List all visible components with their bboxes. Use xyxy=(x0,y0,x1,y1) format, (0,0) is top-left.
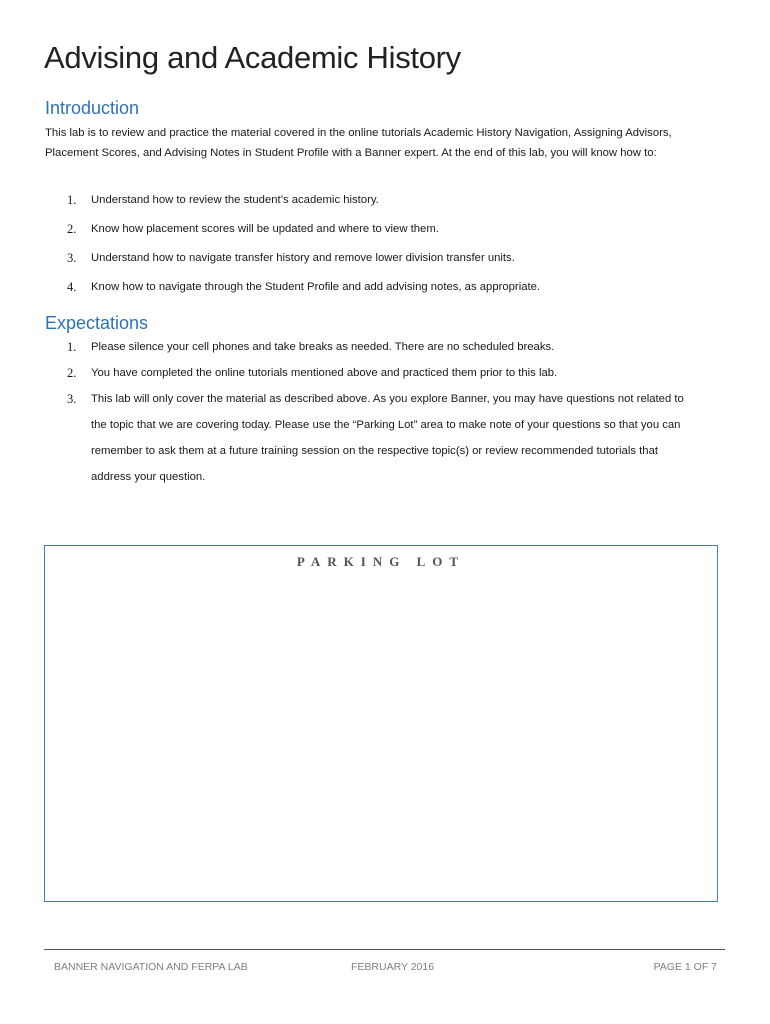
list-item xyxy=(45,221,735,250)
list-item xyxy=(45,360,735,386)
page-title: Advising and Academic History xyxy=(44,40,461,75)
list-number: 2. xyxy=(67,366,77,380)
list-item xyxy=(45,279,735,308)
parking-lot-title: PARKING LOT xyxy=(296,554,466,569)
list-item xyxy=(45,386,735,490)
list-item-text: Please silence your cell phones and take breaks as needed. There are no scheduled breaks. xyxy=(91,341,555,353)
list-item xyxy=(45,334,735,360)
footer-page-number: PAGE 1 OF 7 xyxy=(653,961,717,973)
parking-lot-box xyxy=(44,545,718,902)
list-item-text: Know how to navigate through the Student Profile and add advising notes, as appropriate. xyxy=(91,281,541,293)
footer-lab-name: BANNER NAVIGATION AND FERPA LAB xyxy=(54,961,248,973)
list-item-text: This lab will only cover the material as described above. As you explore Banner, you may have questions not related to the topic that we are covering today. Please use the “Parking Lot” area to make note of your questions so that you can remember to ask them at a future training session on the respective topic(s) or review recommended tutorials that address your question. xyxy=(91,393,684,483)
expectations-list xyxy=(45,334,735,490)
list-item-text: Understand how to review the student’s academic history. xyxy=(91,194,379,206)
list-number: 3. xyxy=(67,251,77,265)
introduction-heading: Introduction xyxy=(45,98,140,118)
list-item-text: Understand how to navigate transfer history and remove lower division transfer units. xyxy=(91,252,515,264)
list-number: 4. xyxy=(67,280,77,294)
expectations-heading: Expectations xyxy=(45,313,149,333)
footer-divider xyxy=(44,949,725,950)
introduction-paragraph: This lab is to review and practice the material covered in the online tutorials Academic History Navigation, Assigning Advisors, Placement Scores, and Advising Notes in Student Profile with a Banner expert. At the end of this lab, you will know how to: xyxy=(45,127,672,159)
list-number: 2. xyxy=(67,222,77,236)
list-number: 1. xyxy=(67,340,77,354)
list-item-text: You have completed the online tutorials mentioned above and practiced them prior to this lab. xyxy=(91,367,558,379)
list-item xyxy=(45,250,735,279)
list-number: 3. xyxy=(67,392,77,406)
objectives-list xyxy=(45,192,735,308)
footer-date: FEBRUARY 2016 xyxy=(351,961,435,973)
list-item-text: Know how placement scores will be updated and where to view them. xyxy=(91,223,439,235)
list-number: 1. xyxy=(67,193,77,207)
list-item xyxy=(45,192,735,221)
